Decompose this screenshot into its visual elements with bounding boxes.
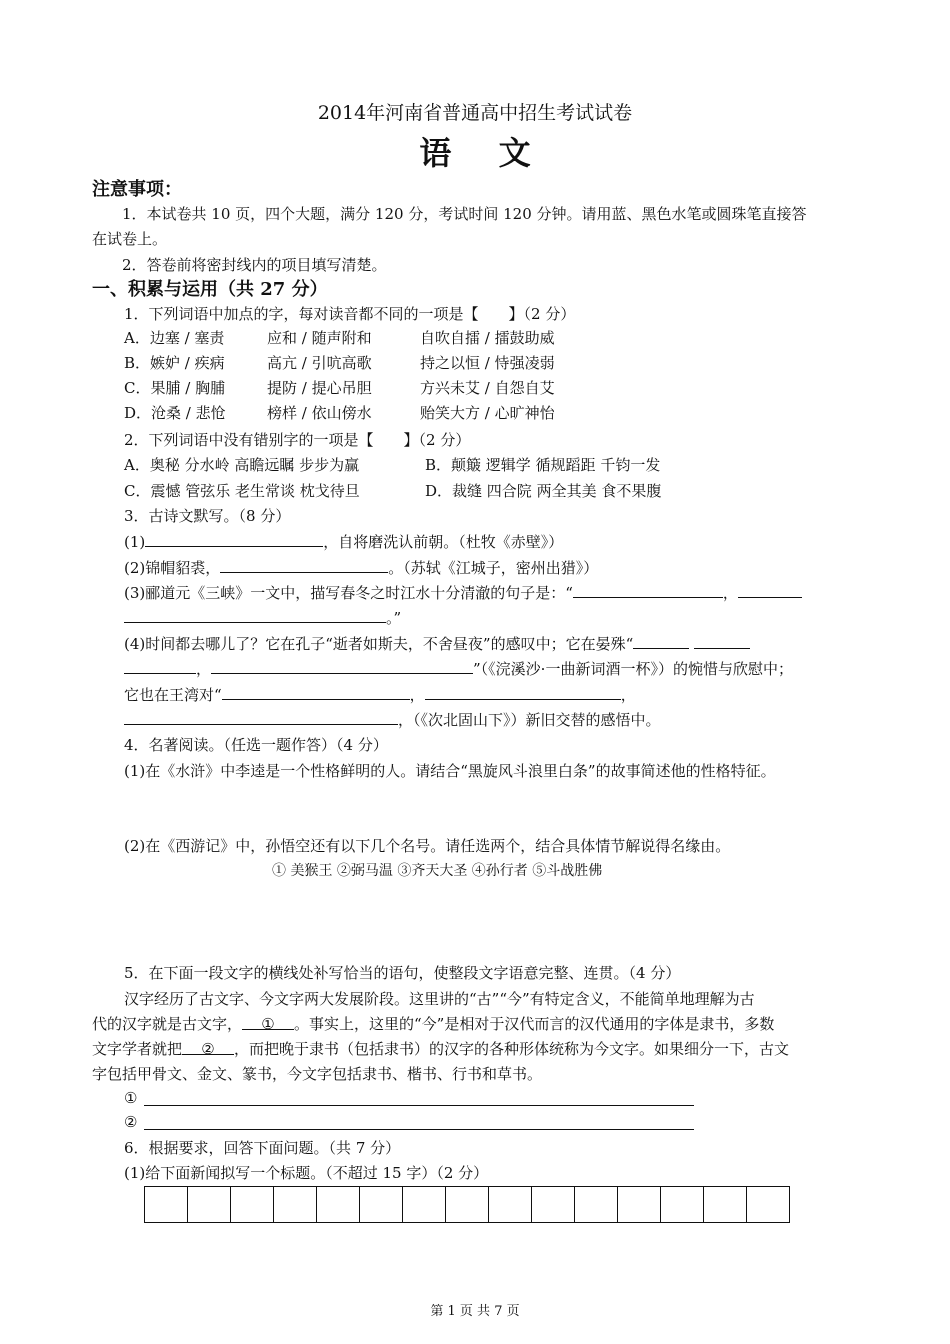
q1-option-c-2: 提防 / 提心吊胆	[267, 379, 372, 397]
q5-passage-4: 字包括甲骨文、金文、篆书，今文字包括隶书、楷书、行书和草书。	[92, 1065, 543, 1083]
q5-passage-2: 代的汉字就是古文字， ① 。事实上，这里的“今”是相对于汉代而言的汉代通用的字体是隶书，多数	[92, 1015, 775, 1033]
q5-passage-1: 汉字经历了古文字、今文字两大发展阶段。这里讲的“古”“今”有特定含义，不能简单地理解为古	[124, 990, 755, 1008]
grid-cell[interactable]	[231, 1186, 274, 1223]
answer-blank[interactable]	[633, 633, 689, 649]
answer-blank[interactable]	[694, 633, 750, 649]
q4-stem: 4．名著阅读。（任选一题作答）（4 分）	[124, 736, 388, 754]
grid-cell[interactable]	[317, 1186, 360, 1223]
q2-option-c: C．震憾 管弦乐 老生常谈 枕戈待旦	[124, 482, 360, 500]
subject-title: 语 文	[419, 134, 549, 172]
q3-part-4-cont: ， ”（《浣溪沙·一曲新词酒一杯》）的惋惜与欣慰中；	[124, 658, 793, 679]
q4-part-2: (2)在《西游记》中，孙悟空还有以下几个名号。请任选两个，结合具体情节解说得名缘由。	[124, 837, 731, 855]
section-1-heading: 一、积累与运用（共 27 分）	[92, 279, 328, 300]
grid-cell[interactable]	[145, 1186, 188, 1223]
q1-option-a-3: 自吹自擂 / 擂鼓助威	[420, 329, 555, 347]
blank-2[interactable]: ②	[182, 1039, 234, 1055]
answer-blank[interactable]	[573, 582, 723, 598]
q3-stem: 3．古诗文默写。（8 分）	[124, 507, 291, 525]
q3-part-4: (4)时间都去哪儿了？它在孔子“逝者如斯夫，不舍昼夜”的感叹中；它在晏殊“	[124, 633, 750, 654]
notice-heading: 注意事项：	[92, 179, 182, 200]
q5-answer-1-line[interactable]	[144, 1105, 694, 1106]
q1-option-a-2: 应和 / 随声附和	[267, 329, 372, 347]
answer-blank[interactable]	[738, 582, 802, 598]
q5-passage-3: 文字学者就把 ② ，而把晚于隶书（包括隶书）的汉字的各种形体统称为今文字。如果细分一下，古文	[92, 1040, 790, 1058]
answer-blank[interactable]	[124, 709, 398, 725]
answer-blank[interactable]	[145, 531, 323, 547]
notice-item-2: 2．答卷前将密封线内的项目填写清楚。	[122, 256, 387, 274]
answer-blank[interactable]	[425, 684, 621, 700]
q5-answer-2-label: ②	[124, 1113, 138, 1131]
q5-answer-2-line[interactable]	[144, 1129, 694, 1130]
q6-part-1: (1)给下面新闻拟写一个标题。（不超过 15 字）（2 分）	[124, 1164, 489, 1182]
notice-item-1-cont: 在试卷上。	[92, 230, 168, 248]
q1-option-d: D．沧桑 / 悲怆	[124, 404, 226, 422]
grid-cell[interactable]	[446, 1186, 489, 1223]
q5-answer-1-label: ①	[124, 1089, 138, 1107]
grid-cell[interactable]	[661, 1186, 704, 1223]
q4-part-1: (1)在《水浒》中李逵是一个性格鲜明的人。请结合“黑旋风斗浪里白条”的故事简述他的性格特征。	[124, 762, 776, 780]
q1-option-b-2: 高亢 / 引吭高歌	[267, 354, 372, 372]
q3-part-1: (1) ，自将磨洗认前朝。（杜牧《赤壁》）	[124, 533, 564, 551]
blank-1[interactable]: ①	[242, 1014, 294, 1030]
q1-stem: 1．下列词语中加点的字，每对读音都不同的一项是【 】（2 分）	[124, 305, 576, 323]
q1-option-d-3: 贻笑大方 / 心旷神怡	[420, 404, 555, 422]
q1-option-b-3: 持之以恒 / 恃强凌弱	[420, 354, 555, 372]
q3-part-4-wang: 它也在王湾对“ ， ，	[124, 686, 636, 704]
answer-blank[interactable]	[222, 684, 410, 700]
grid-cell[interactable]	[489, 1186, 532, 1223]
q1-option-a: A．边塞 / 塞责	[124, 329, 225, 347]
q3-part-3-cont: 。”	[124, 607, 401, 628]
answer-blank[interactable]	[220, 557, 388, 573]
title-answer-grid[interactable]	[144, 1186, 790, 1223]
q3-part-4-end: ，（《次北固山下》）新旧交替的感悟中。	[124, 709, 661, 730]
grid-cell[interactable]	[188, 1186, 231, 1223]
q2-option-b: B．颠簸 逻辑学 循规蹈距 千钧一发	[425, 456, 661, 474]
answer-blank[interactable]	[124, 658, 196, 674]
grid-cell[interactable]	[575, 1186, 618, 1223]
q3-part-2: (2)锦帽貂裘， 。（苏轼《江城子，密州出猎》）	[124, 559, 599, 577]
q1-option-d-2: 榜样 / 依山傍水	[267, 404, 372, 422]
notice-item-1: 1．本试卷共 10 页，四个大题，满分 120 分，考试时间 120 分钟。请用蓝、黑色水笔或圆珠笔直接答	[122, 205, 807, 223]
q2-option-a: A．奥秘 分水岭 高瞻远瞩 步步为赢	[124, 456, 360, 474]
answer-blank[interactable]	[211, 658, 473, 674]
grid-cell[interactable]	[618, 1186, 661, 1223]
page-footer: 第 1 页 共 7 页	[430, 1304, 520, 1319]
grid-cell[interactable]	[360, 1186, 403, 1223]
q2-option-d: D．裁缝 四合院 两全其美 食不果腹	[425, 482, 662, 500]
grid-cell[interactable]	[274, 1186, 317, 1223]
q1-option-b: B．嫉妒 / 疾病	[124, 354, 225, 372]
q6-stem: 6．根据要求，回答下面问题。（共 7 分）	[124, 1139, 401, 1157]
grid-cell[interactable]	[403, 1186, 446, 1223]
q5-stem: 5．在下面一段文字的横线处补写恰当的语句，使整段文字语意完整、连贯。（4 分）	[124, 964, 681, 982]
q4-nicknames: ① 美猴王 ②弼马温 ③齐天大圣 ④孙行者 ⑤斗战胜佛	[272, 863, 603, 879]
exam-title: 2014年河南省普通高中招生考试试卷	[317, 102, 633, 124]
q1-option-c-3: 方兴未艾 / 自怨自艾	[420, 379, 555, 397]
q2-stem: 2．下列词语中没有错别字的一项是【 】（2 分）	[124, 431, 471, 449]
grid-cell[interactable]	[532, 1186, 575, 1223]
grid-cell[interactable]	[704, 1186, 747, 1223]
answer-blank[interactable]	[124, 607, 386, 623]
q1-option-c: C．果脯 / 胸脯	[124, 379, 226, 397]
q3-part-3: (3)郦道元《三峡》一文中，描写春冬之时江水十分清澈的句子是：“ ，	[124, 582, 802, 603]
grid-cell[interactable]	[747, 1186, 790, 1223]
